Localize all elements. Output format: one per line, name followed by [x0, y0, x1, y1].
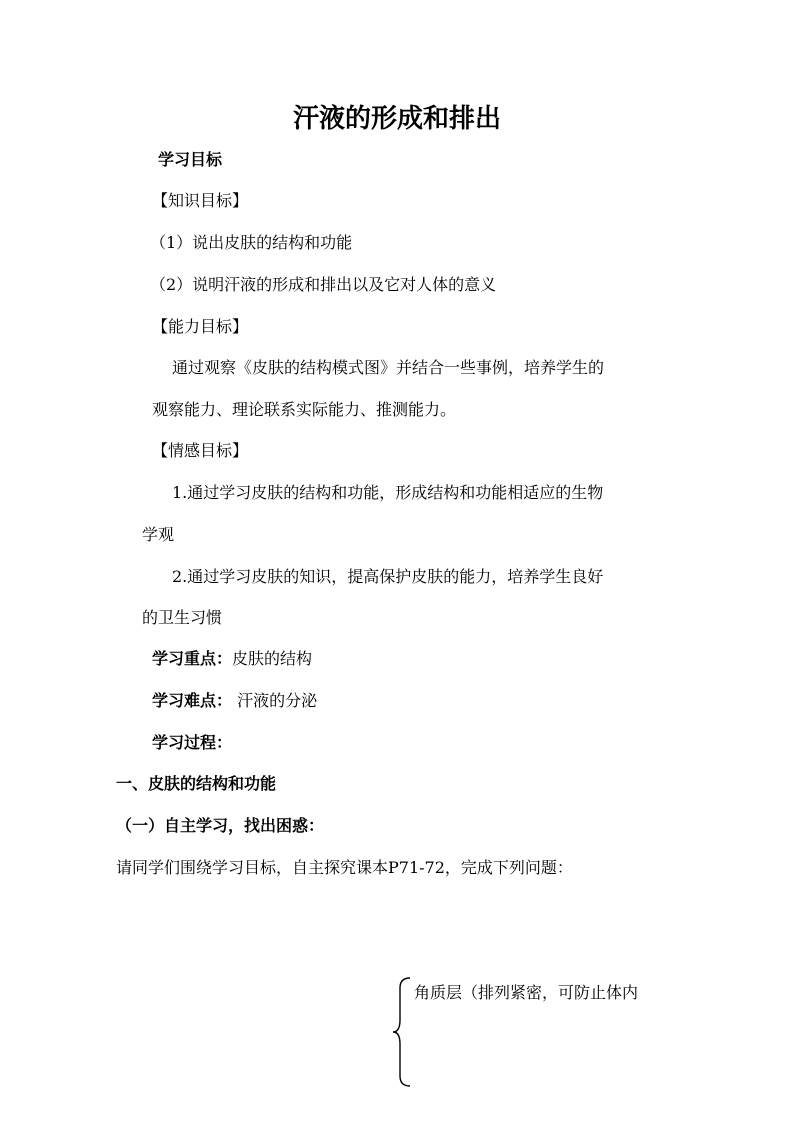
- knowledge-objectives-heading: 【知识目标】: [152, 191, 249, 210]
- key-point-row: [152, 649, 312, 669]
- ability-objectives-heading: 【能力目标】: [152, 317, 249, 336]
- page-title: 汗液的形成和排出: [292, 104, 501, 134]
- difficulty-value: 汗液的分泌: [232, 691, 318, 710]
- emotion-item-2-line-1: 2.通过学习皮肤的知识，提高保护皮肤的能力，培养学生良好: [172, 567, 604, 586]
- difficulty-label: 学习难点：: [152, 691, 233, 710]
- ability-text-line-2: 观察能力、理论联系实际能力、推测能力。: [152, 400, 457, 419]
- ability-text-line-1: 通过观察《皮肤的结构模式图》并结合一些事例，培养学生的: [172, 358, 605, 377]
- curly-brace-icon: [392, 976, 412, 1088]
- emotion-item-1-line-2: 学观: [142, 525, 175, 544]
- instruction-text: 请同学们围绕学习目标，自主探究课本P71-72，完成下列问题：: [116, 858, 573, 877]
- subsection-heading-1: （一）自主学习，找出困惑：: [116, 816, 325, 835]
- diagram-label-stratum-corneum: 角质层（排列紧密，可防止体内: [414, 983, 639, 1002]
- emotion-item-2-line-2: 的卫生习惯: [142, 608, 223, 627]
- knowledge-item-2: （2）说明汗液的形成和排出以及它对人体的意义: [150, 275, 497, 294]
- emotion-objectives-heading: 【情感目标】: [152, 441, 249, 460]
- process-heading: 学习过程：: [152, 733, 233, 752]
- knowledge-item-1: （1）说出皮肤的结构和功能: [150, 233, 353, 252]
- objectives-heading: 学习目标: [158, 150, 223, 169]
- emotion-item-1-line-1: 1.通过学习皮肤的结构和功能，形成结构和功能相适应的生物: [172, 483, 604, 502]
- section-heading-1: 一、皮肤的结构和功能: [116, 774, 277, 793]
- difficulty-row: [152, 691, 317, 711]
- key-point-label: 学习重点：: [152, 649, 233, 668]
- key-point-value: 皮肤的结构: [232, 649, 313, 668]
